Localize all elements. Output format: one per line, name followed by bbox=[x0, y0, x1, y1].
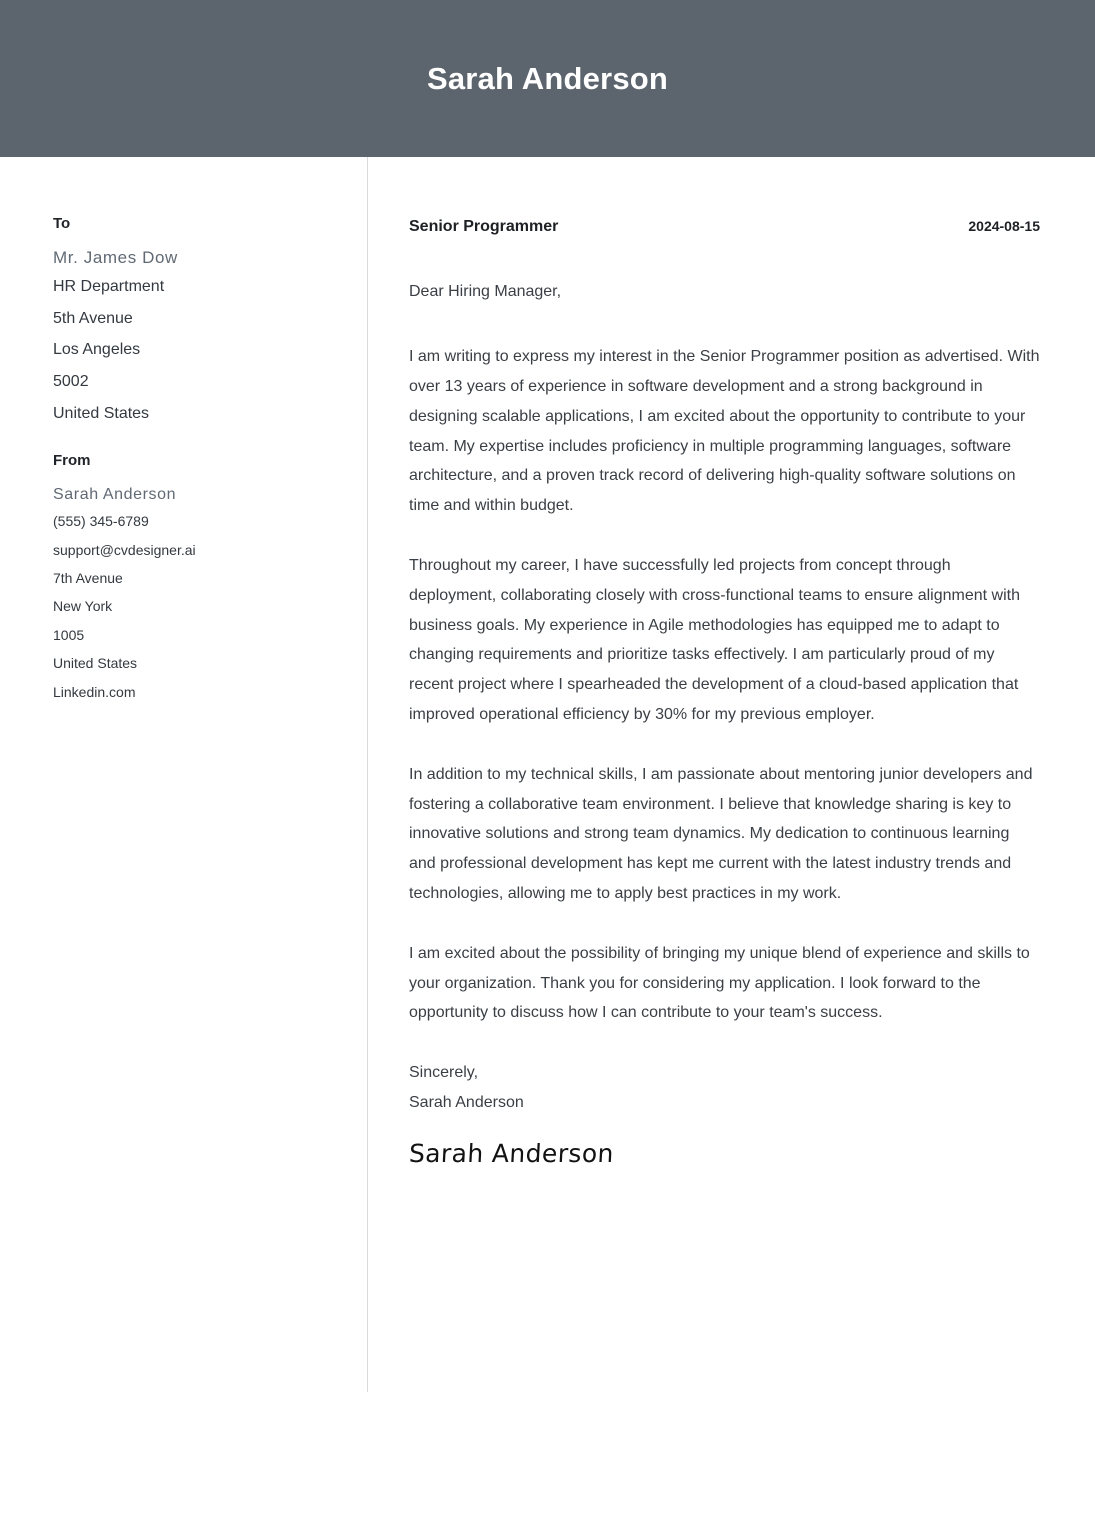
signature: Sarah Anderson bbox=[408, 1138, 615, 1168]
recipient-line: United States bbox=[53, 404, 150, 422]
closing-block bbox=[409, 1058, 1040, 1118]
letter-paragraph: I am writing to express my interest in the Senior Programmer position as advertised. With over 13 years of experience in software development and a strong background in designing scalable applications, I am excited about the opportunity to contribute to your team. My expertise includes proficiency in multiple programming languages, software architecture, and a proven track record of delivering high-quality software solutions on time and within budget. bbox=[409, 348, 1040, 515]
sender-line: 7th Avenue bbox=[53, 570, 123, 587]
letter-paragraph: Throughout my career, I have successfully led projects from concept through deployment, collaborating closely with cross-functional teams to ensure alignment with business goals. My experience in Agile methodologies has equipped me to adapt to changing requirements and prioritize tasks effectively. I am particularly proud of my recent project where I spearheaded the development of a cloud-based application that improved operational efficiency by 30% for my previous employer. bbox=[409, 556, 1020, 723]
letter-paragraph: In addition to my technical skills, I am passionate about mentoring junior developers and fostering a collaborative team environment. I believe that knowledge sharing is key to innovative solutions and strong team dynamics. My dedication to continuous learning and professional development has kept me current with the latest industry trends and technologies, allowing me to apply best practices in my work. bbox=[409, 765, 1033, 902]
closing-name: Sarah Anderson bbox=[409, 1093, 524, 1111]
recipient-line: 5th Avenue bbox=[53, 309, 133, 327]
page-title: Sarah Anderson bbox=[426, 61, 669, 96]
recipient-line: Los Angeles bbox=[53, 341, 141, 359]
recipient-block bbox=[53, 216, 343, 422]
sender-phone: (555) 345-6789 bbox=[53, 513, 149, 530]
valediction: Sincerely, bbox=[409, 1064, 479, 1082]
letter-paragraph: I am excited about the possibility of bringing my unique blend of experience and skills to your organization. Thank you for considering my application. I look forward to the opportunity to discuss how I can contribute to your team's success. bbox=[409, 944, 1030, 1022]
sender-line: New York bbox=[53, 598, 113, 615]
recipient-line: HR Department bbox=[53, 278, 165, 296]
recipient-line: 5002 bbox=[53, 372, 89, 390]
recipient-name: Mr. James Dow bbox=[53, 247, 178, 267]
to-label: To bbox=[53, 215, 71, 232]
sender-website: Linkedin.com bbox=[53, 683, 136, 700]
from-label: From bbox=[53, 452, 91, 470]
contact-sidebar bbox=[53, 216, 343, 700]
sender-line: 1005 bbox=[53, 626, 85, 643]
sender-email: support@cvdesigner.ai bbox=[53, 541, 196, 558]
sender-line: United States bbox=[53, 655, 138, 672]
sender-block bbox=[53, 453, 343, 700]
letter-body bbox=[409, 218, 1040, 1167]
letter-header-row bbox=[409, 218, 1040, 236]
salutation: Dear Hiring Manager, bbox=[409, 282, 562, 300]
job-title: Senior Programmer bbox=[409, 218, 559, 235]
letter-date: 2024-08-15 bbox=[968, 218, 1040, 234]
document-header bbox=[0, 0, 1095, 157]
sender-name: Sarah Anderson bbox=[53, 485, 177, 503]
column-divider bbox=[367, 157, 368, 1392]
